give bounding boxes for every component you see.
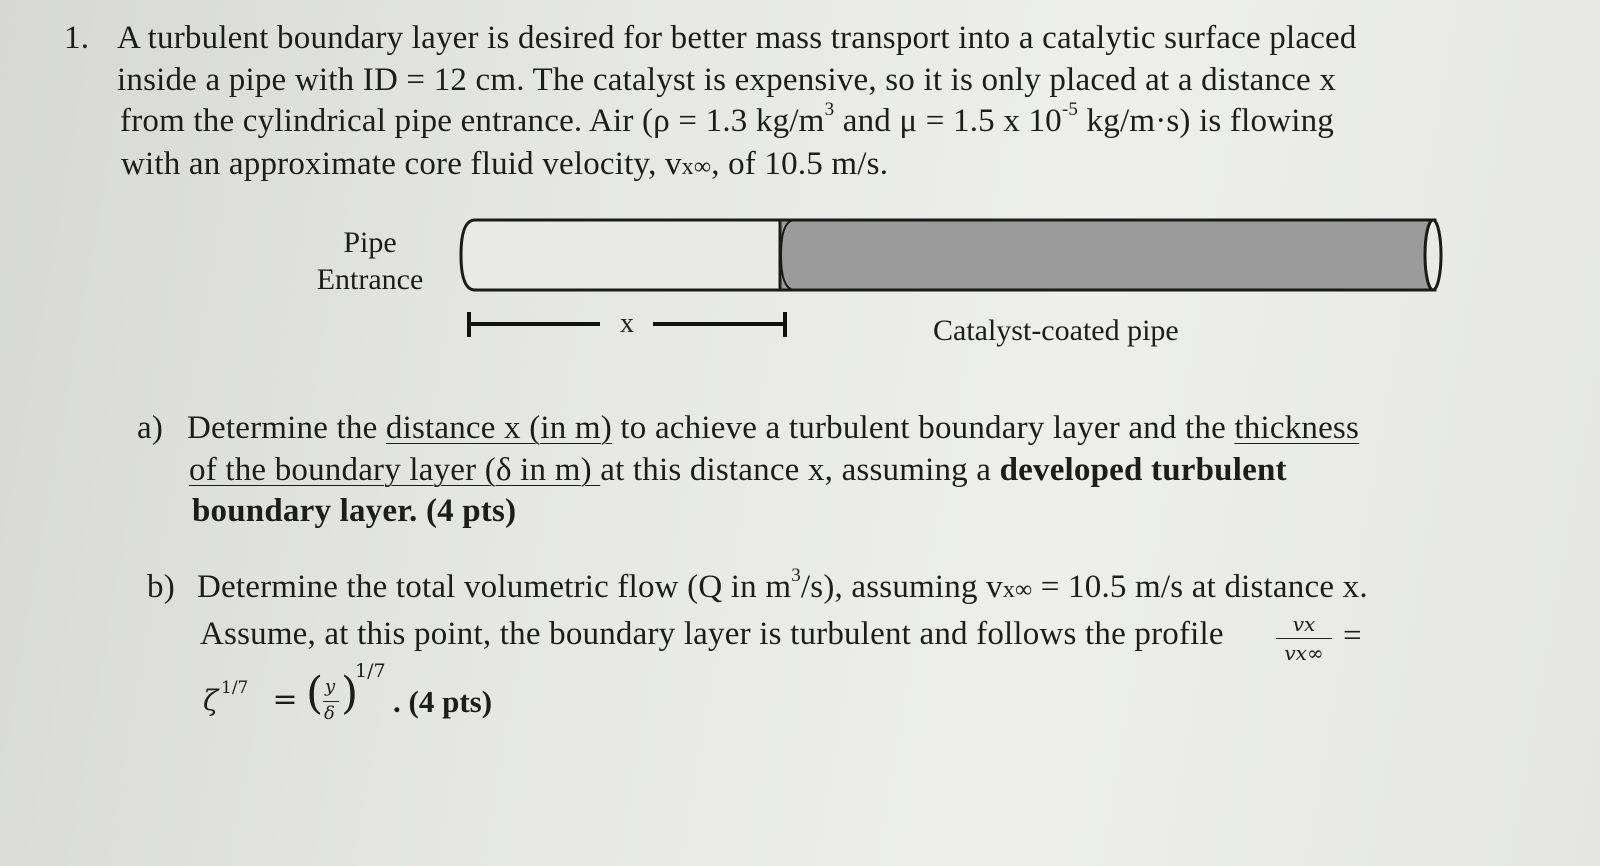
viscosity-exponent: -5 <box>1061 99 1079 120</box>
ratio-denominator-delta: δ <box>324 703 335 724</box>
zeta-exponent: 1/7 <box>221 678 249 698</box>
part-b-line-2: Assume, at this point, the boundary layer is turbulent and follows the profile <box>200 616 1224 652</box>
fraction-denominator: vx∞ <box>1284 641 1324 665</box>
problem-line-4-b: , of 10.5 m/s. <box>711 146 889 182</box>
uncoated-pipe-section <box>461 220 795 290</box>
fraction-bar <box>1276 638 1332 639</box>
problem-line-4 <box>121 146 888 183</box>
boundary-layer-thickness-underlined: of the boundary layer (δ in m) <box>189 452 601 488</box>
part-a-line-1 <box>187 410 1359 447</box>
part-b-line-1 <box>197 565 1368 606</box>
distance-x-underlined: distance x (in m) <box>385 410 612 446</box>
pipe-label-line-2: Entrance <box>316 263 424 296</box>
thickness-underlined: thickness <box>1234 410 1360 446</box>
problem-line-1: A turbulent boundary layer is desired for better mass transport into a catalytic surface placed <box>117 20 1357 56</box>
catalyst-coated-section <box>780 220 1435 290</box>
part-a-line-3 <box>192 493 516 530</box>
pipe-entrance-label <box>305 224 435 298</box>
equation-equals: = <box>263 682 308 717</box>
pipe-end-opening <box>1425 220 1441 290</box>
part-a-points: . (4 pts) <box>409 493 517 529</box>
profile-equals-sign: = <box>1343 618 1362 654</box>
problem-line-3-a: from the cylindrical pipe entrance. Air (ρ = 1.3 kg/m <box>120 103 825 139</box>
ratio-exponent: 1/7 <box>355 660 386 682</box>
flow-unit-exponent: 3 <box>791 565 801 586</box>
problem-number: 1. <box>64 20 90 56</box>
problem-line-3 <box>120 99 1334 140</box>
pipe-label-line-1: Pipe <box>343 226 397 259</box>
catalyst-coated-pipe-label: Catalyst-coated pipe <box>933 314 1179 347</box>
velocity-ratio-fraction <box>1272 612 1336 665</box>
profile-equation <box>203 660 533 740</box>
part-b-line-1-c: = 10.5 m/s at distance x. <box>1032 569 1368 605</box>
problem-line-4-a: with an approximate core fluid velocity, v <box>121 146 682 182</box>
fraction-numerator: vx <box>1292 612 1316 636</box>
part-a-letter: a) <box>137 410 164 446</box>
part-b-velocity-subscript: x∞ <box>1002 577 1033 603</box>
problem-line-3-c: kg/m·s) is flowing <box>1078 103 1334 139</box>
boundary-layer-bold: boundary layer <box>192 493 410 529</box>
part-a-line-2 <box>189 452 1287 489</box>
part-a-line-2-b: at this distance x, assuming a <box>600 452 1000 488</box>
problem-line-2: inside a pipe with ID = 12 cm. The catalyst is expensive, so it is only placed at a distance x <box>117 62 1337 98</box>
distance-x-label: x <box>620 308 634 339</box>
ratio-numerator-y: y <box>325 676 336 697</box>
part-b-letter: b) <box>147 569 175 605</box>
part-b-line-1-a: Determine the total volumetric flow (Q in m <box>197 569 792 605</box>
developed-turbulent-bold: developed turbulent <box>999 452 1287 488</box>
velocity-subscript: x∞ <box>681 154 712 180</box>
ratio-bar <box>323 701 339 702</box>
part-b-line-1-b: /s), assuming v <box>800 569 1003 605</box>
part-b-points: . (4 pts) <box>393 684 493 719</box>
part-a-line-1-b: to achieve a turbulent boundary layer and the <box>611 410 1235 446</box>
part-a-line-1-a: Determine the <box>187 410 386 446</box>
density-exponent: 3 <box>824 99 835 120</box>
problem-line-3-b: and μ = 1.5 x 10 <box>834 103 1062 139</box>
right-parenthesis: ) <box>341 668 359 719</box>
left-parenthesis: ( <box>306 668 324 719</box>
zeta-symbol: ζ <box>203 684 219 717</box>
